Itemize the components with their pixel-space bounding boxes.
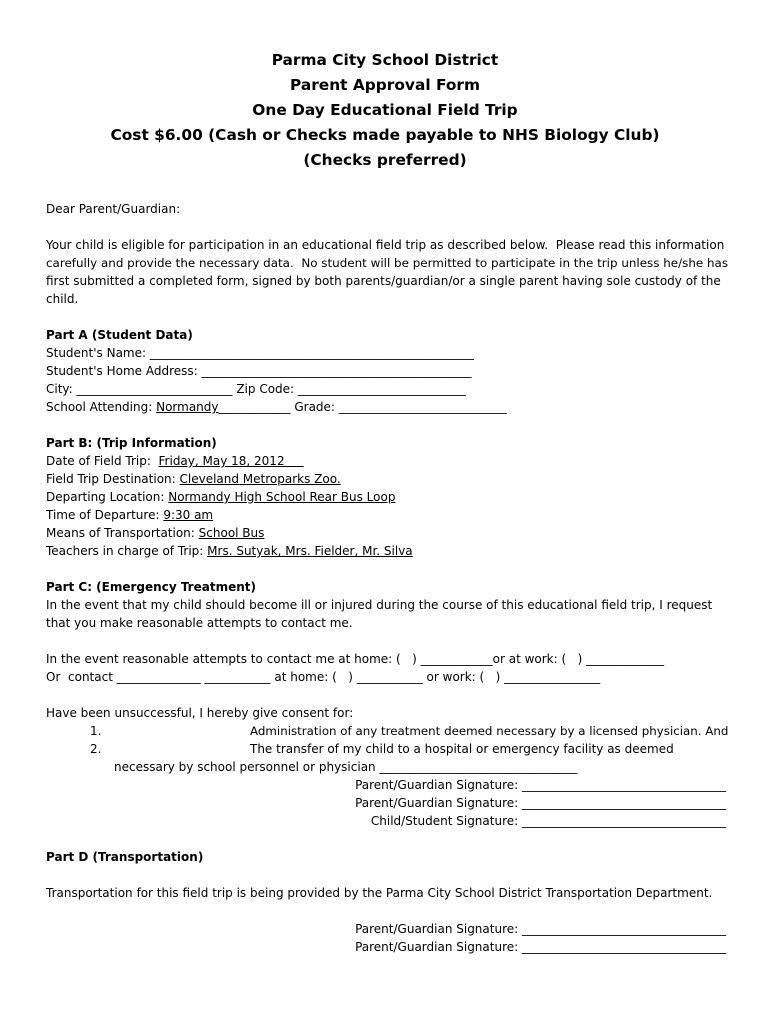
checks-note: (Checks preferred) — [303, 151, 467, 169]
school-field[interactable]: ____________ — [218, 400, 291, 414]
destination-label: Field Trip Destination: — [46, 472, 180, 486]
transport-means-value: School Bus — [198, 526, 265, 540]
destination-row — [46, 470, 341, 488]
district-title: Parma City School District — [271, 51, 499, 69]
part-a-heading: Part A (Student Data) — [46, 328, 193, 342]
teachers-row — [46, 542, 413, 560]
greeting: Dear Parent/Guardian: — [46, 202, 181, 216]
physician-line[interactable]: necessary by school personnel or physician _________________________________ — [114, 760, 578, 774]
departure-time-label: Time of Departure: — [46, 508, 164, 522]
teachers-value: Mrs. Sutyak, Mrs. Fielder, Mr. Silva — [207, 544, 413, 558]
zip-field[interactable]: ____________________________ — [297, 382, 466, 396]
grade-field[interactable]: ____________________________ — [338, 400, 507, 414]
grade-label: Grade: — [290, 400, 339, 414]
home-address-row — [46, 362, 472, 380]
student-name-label: Student's Name: — [46, 346, 150, 360]
city-label: City: — [46, 382, 77, 396]
emergency-line-2: that you make reasonable attempts to contact me. — [46, 616, 353, 630]
part-b-heading: Part B: (Trip Information) — [46, 436, 217, 450]
consent-line: Have been unsuccessful, I hereby give consent for: — [46, 706, 354, 720]
transportation-note: Transportation for this field trip is being provided by the Parma City School District Transportation Department. — [46, 886, 713, 900]
item-1-number: 1. — [90, 724, 102, 738]
departure-time-row — [46, 506, 213, 524]
school-label: School Attending: — [46, 400, 157, 414]
zip-label: Zip Code: — [232, 382, 298, 396]
student-name-field[interactable]: ______________________________________________________ — [149, 346, 474, 360]
transport-means-row — [46, 524, 264, 542]
parent-signature-1[interactable]: Parent/Guardian Signature: __________________________________ — [355, 778, 726, 792]
transport-parent-signature-1[interactable]: Parent/Guardian Signature: __________________________________ — [355, 922, 726, 936]
home-address-field[interactable]: _____________________________________________ — [201, 364, 472, 378]
trip-title: One Day Educational Field Trip — [252, 101, 518, 119]
student-name-row — [46, 344, 474, 362]
part-c-heading: Part C: (Emergency Treatment) — [46, 580, 256, 594]
item-2-number: 2. — [90, 742, 102, 756]
teachers-label: Teachers in charge of Trip: — [46, 544, 208, 558]
departure-time-value: 9:30 am — [163, 508, 214, 522]
intro-line-3: first submitted a completed form, signed by both parents/guardian/or a single parent having sole custody of the — [46, 274, 721, 288]
intro-line-2: carefully and provide the necessary data. No student will be permitted to participate in the trip unless he/she has — [46, 256, 729, 270]
intro-line-4: child. — [46, 292, 79, 306]
item-1-text: Administration of any treatment deemed necessary by a licensed physician. And — [250, 724, 729, 738]
departing-value: Normandy High School Rear Bus Loop — [168, 490, 396, 504]
departing-row — [46, 488, 395, 506]
part-d-heading: Part D (Transportation) — [46, 850, 204, 864]
form-title: Parent Approval Form — [289, 76, 480, 94]
school-value: Normandy — [156, 400, 219, 414]
intro-line-1: Your child is eligible for participation in an educational field trip as described below. Please read this information — [46, 238, 725, 252]
cost-line: Cost $6.00 (Cash or Checks made payable to NHS Biology Club) — [110, 126, 660, 144]
emergency-line-1: In the event that my child should become ill or injured during the course of this educational field trip, I request — [46, 598, 713, 612]
contact-phone-row-1[interactable]: In the event reasonable attempts to contact me at home: ( ) ____________or at work: ( ) _____________ — [46, 652, 665, 666]
transport-means-label: Means of Transportation: — [46, 526, 199, 540]
school-grade-row — [46, 398, 507, 416]
parent-signature-2[interactable]: Parent/Guardian Signature: __________________________________ — [355, 796, 726, 810]
trip-date-value: Friday, May 18, 2012 — [158, 454, 304, 468]
transport-parent-signature-2[interactable]: Parent/Guardian Signature: __________________________________ — [355, 940, 726, 954]
child-signature[interactable]: Child/Student Signature: __________________________________ — [370, 814, 726, 828]
destination-value: Cleveland Metroparks Zoo. — [179, 472, 341, 486]
departing-label: Departing Location: — [46, 490, 169, 504]
city-zip-row — [46, 380, 466, 398]
trip-date-label: Date of Field Trip: — [46, 454, 159, 468]
item-2-text: The transfer of my child to a hospital or emergency facility as deemed — [250, 742, 674, 756]
home-address-label: Student's Home Address: — [46, 364, 202, 378]
contact-phone-row-2[interactable]: Or contact ______________ ___________ at home: ( ) ___________ or work: ( ) ________________ — [46, 670, 601, 684]
trip-date-row — [46, 452, 304, 470]
city-field[interactable]: __________________________ — [76, 382, 233, 396]
